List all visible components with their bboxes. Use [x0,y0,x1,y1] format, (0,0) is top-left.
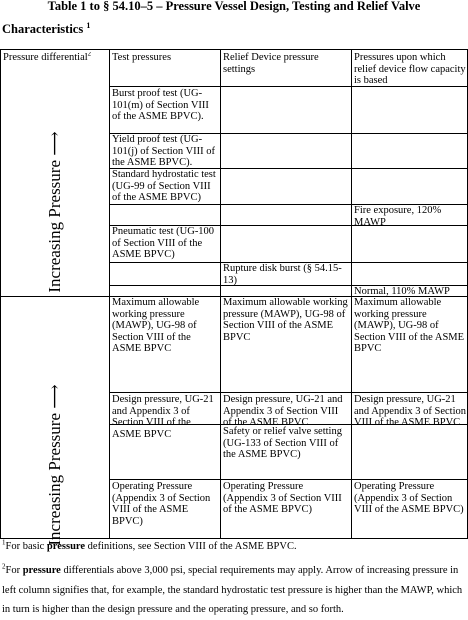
subtitle-footnote-ref: 1 [86,20,91,30]
table-border-bottom [0,538,467,539]
header-test-pressures: Test pressures [112,52,172,63]
table-title: Table 1 to § 54.10–5 – Pressure Vessel Design, Testing and Relief Valve [47,0,421,13]
footnote-1 [2,538,466,553]
cell-operating-pressure-test: Operating Pressure (Appendix 3 of Section VIII of the ASME BPVC) [112,481,211,527]
cell-operating-pressure-relief: Operating Pressure (Appendix 3 of Section VIII of the ASME BPVC) [223,481,342,515]
cell-burst-proof-test: Burst proof test (UG-101(m) of Section VIII of the ASME BPVC). [112,88,209,122]
table-border-top [0,49,467,50]
cell-mawp-flow: Maximum allowable working pressure (MAWP), UG-98 of Section VIII of the ASME BPVC [354,297,465,354]
increasing-pressure-label-top: Increasing Pressure ⟶ [45,131,64,293]
footnote-2 [2,561,466,620]
subtitle-text: Characteristics [2,22,84,36]
header-footnote-ref: 2 [87,52,92,58]
column-line [220,49,221,539]
cell-yield-proof-test: Yield proof test (UG-101(j) of Section VIII of the ASME BPVC). [112,134,216,168]
footnote-1-post: definitions, see Section VIII of the ASME BPVC. [85,541,297,552]
footnote-2-marker: 2 [2,562,6,571]
table-border-left [0,49,1,539]
cell-design-pressure-flow: Design pressure, UG-21 and Appendix 3 of Section VIII of the ASME BPVC [354,394,466,428]
footnote-1-bold: pressure [46,541,86,552]
cell-standard-hydrostatic-test: Standard hydrostatic test (UG-99 of Section VIII of the ASME BPVC) [112,169,216,203]
footnote-2-pre: For [5,565,23,576]
header-flow-capacity-pressures: Pressures upon which relief device flow capacity is based [354,52,466,86]
cell-rupture-disk-burst: Rupture disk burst (§ 54.15-13) [223,263,342,286]
cell-operating-pressure-flow: Operating Pressure (Appendix 3 of Section VIII of the ASME BPVC) [354,481,464,515]
header-relief-device-settings: Relief Device pressure settings [223,52,319,75]
cell-design-pressure-relief: Design pressure, UG-21 and Appendix 3 of Section VIII of the ASME BPVC [223,394,343,428]
increasing-pressure-label-bottom: Increasing Pressure ⟶ [45,384,64,546]
cell-pneumatic-test: Pneumatic test (UG-100 of Section VIII of the ASME BPVC) [112,226,215,260]
header-pressure-differential [3,52,107,64]
footnote-2-post: differentials above 3,000 psi, special requirements may apply. Arrow of increasing pressure in left column signifies that, for example, the standard hydrostatic test pressure is higher than the MAWP, which in turn is higher than the design pressure and the operating pressure, and so forth. [2,565,463,615]
cell-design-pressure-test: Design pressure, UG-21 and Appendix 3 of Section VIII of the ASME BPVC [112,394,214,440]
cell-safety-relief-valve: Safety or relief valve setting (UG-133 of Section VIII of the ASME BPVC) [223,426,342,460]
footnote-1-marker: 1 [2,538,6,547]
cell-fire-exposure: Fire exposure, 120% MAWP [354,205,442,228]
cell-mawp-relief: Maximum allowable working pressure (MAWP), UG-98 of Section VIII of the ASME BPVC [223,297,348,343]
header-pressure-differential-text: Pressure differential [3,52,88,63]
row-line [109,392,467,393]
cell-mawp-test: Maximum allowable working pressure (MAWP), UG-98 of Section VIII of the ASME BPVC [112,297,200,354]
footnote-1-pre: For basic [5,541,47,552]
cell-normal-mawp: Normal, 110% MAWP [354,286,450,297]
row-line [109,479,467,480]
footnote-2-bold: pressure [22,565,61,576]
column-line [351,49,352,539]
column-line [109,49,110,539]
